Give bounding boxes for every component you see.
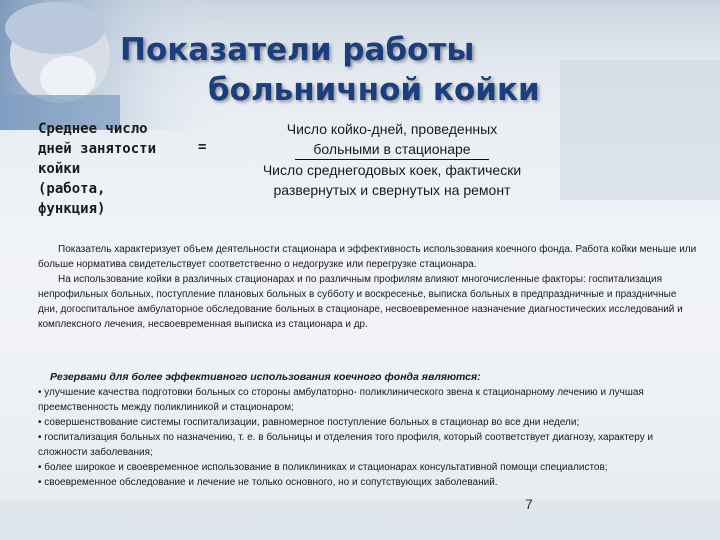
page-number: 7 — [525, 496, 533, 512]
formula-denominator-line-2: развернутых и свернутых на ремонт — [273, 182, 511, 198]
list-item: • улучшение качества подготовки больных со стороны амбулаторно- поликлинического звена к стационарному лечению и лучшая преемственность между поликлиникой и стационаром; — [38, 387, 644, 413]
paragraph: Показатель характеризует объем деятельности стационара и эффективность использования коечного фонда. Работа койки меньше или больше норматива свидетельствует соответственно о недогрузке или перегрузке стационара. — [38, 244, 697, 270]
page-title — [120, 30, 680, 110]
list-item: • своевременное обследование и лечение не только основного, но и сопутствующих заболеваний. — [38, 477, 498, 488]
formula-left-side — [38, 119, 238, 219]
formula-fraction — [222, 119, 562, 200]
formula-numerator-line-1: Число койко-дней, проведенных — [286, 121, 498, 137]
list-item: • совершенствование системы госпитализации, равномерное поступление больных в стационар во все дни недели; — [38, 417, 580, 428]
title-line-1: Показатели работы — [120, 32, 475, 68]
formula-left-line: (работа, — [38, 181, 106, 197]
title-line-2: больничной койки — [208, 72, 540, 108]
formula-left-line: койки — [38, 161, 81, 177]
list-item: • более широкое и своевременное использование в поликлиниках и стационарах консультативной помощи специалистов; — [38, 462, 608, 473]
reserves-title: Резервами для более эффективного использования коечного фонда являются: — [50, 371, 481, 383]
paragraph: На использование койки в различных стационарах и по различным профилям влияют многочисленные факторы: госпитализация непрофильных больных, поступление плановых больных в субботу и воскресенье, выписка больных в предпраздничные и праздничные дни, догоспитальное амбулаторное обследование больных в стационаре, несвоевременное назначение диагностических исследований и комплексного лечения, несвоевременная выписка из стационара и др. — [38, 274, 683, 330]
list-item: • госпитализация больных по назначению, т. е. в больницы и отделения того профиля, который соответствует диагнозу, характеру и сложности заболевания; — [38, 432, 654, 458]
formula-equals-sign: = — [198, 139, 207, 155]
formula-left-line: Среднее число — [38, 121, 148, 137]
formula-numerator-line-2: больными в стационаре — [295, 139, 488, 160]
formula-denominator-line-1: Число среднегодовых коек, фактически — [262, 162, 522, 178]
description-block — [38, 242, 698, 332]
reserves-block — [38, 370, 698, 490]
formula-left-line: функция) — [38, 201, 106, 217]
formula-left-line: дней занятости — [38, 141, 157, 157]
